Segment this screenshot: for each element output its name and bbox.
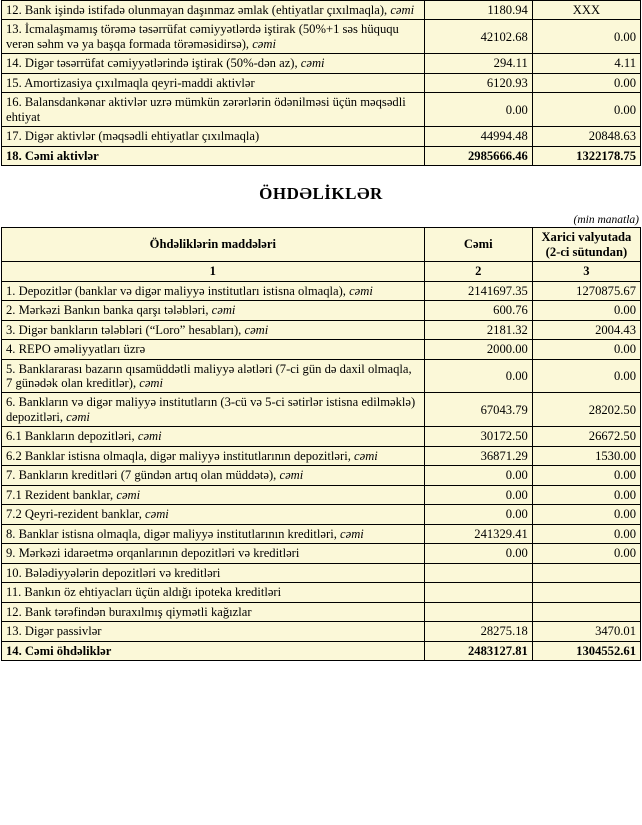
colnum-total: 2 xyxy=(424,262,532,281)
header-fx: Xarici valyutada (2-ci sütundan) xyxy=(532,228,640,262)
units-note: (min manatla) xyxy=(573,214,639,227)
row-total-value xyxy=(424,563,532,582)
row-total-value: 42102.68 xyxy=(424,20,532,54)
table-row xyxy=(2,281,641,300)
row-label: 7.2 Qeyri-rezident banklar, cəmi xyxy=(2,505,425,524)
row-total-value: 2985666.46 xyxy=(424,146,532,165)
table-row xyxy=(2,93,641,127)
row-fx-value: 2004.43 xyxy=(532,320,640,339)
row-total-value: 600.76 xyxy=(424,301,532,320)
table-row xyxy=(2,393,641,427)
table-row xyxy=(2,602,641,621)
assets-table xyxy=(1,0,641,166)
column-number-row xyxy=(2,262,641,281)
row-label: 16. Balansdankənar aktivlər uzrə mümkün zərərlərin ödənilməsi üçün məqsədli ehtiyat xyxy=(2,93,425,127)
row-fx-value: 0.00 xyxy=(532,485,640,504)
row-total-value: 0.00 xyxy=(424,544,532,563)
row-total-value: 294.11 xyxy=(424,54,532,73)
table-row xyxy=(2,641,641,660)
row-label: 5. Banklararası bazarın qısamüddətli maliyyə alətləri (7-ci gün də daxil olmaqla, 7 günədək olan kreditlər), cəmi xyxy=(2,359,425,393)
row-label: 6.2 Banklar istisna olmaqla, digər maliyyə institutlarının depozitləri, cəmi xyxy=(2,446,425,465)
table-row xyxy=(2,466,641,485)
liabilities-table-body xyxy=(2,281,641,660)
table-row xyxy=(2,359,641,393)
row-total-value: 0.00 xyxy=(424,93,532,127)
row-total-value: 44994.48 xyxy=(424,127,532,146)
row-label: 10. Bələdiyyələrin depozitləri və kreditləri xyxy=(2,563,425,582)
row-label: 6.1 Bankların depozitləri, cəmi xyxy=(2,427,425,446)
row-label: 1. Depozitlər (banklar və digər maliyyə institutları istisna olmaqla), cəmi xyxy=(2,281,425,300)
table-row xyxy=(2,340,641,359)
row-total-value: 6120.93 xyxy=(424,73,532,92)
row-total-value: 2000.00 xyxy=(424,340,532,359)
row-fx-value: 20848.63 xyxy=(532,127,640,146)
table-row xyxy=(2,622,641,641)
table-row xyxy=(2,320,641,339)
table-row xyxy=(2,505,641,524)
row-label: 7. Bankların kreditləri (7 gündən artıq olan müddətə), cəmi xyxy=(2,466,425,485)
row-fx-value: 3470.01 xyxy=(532,622,640,641)
row-fx-value: 0.00 xyxy=(532,73,640,92)
liabilities-table-head xyxy=(2,228,641,281)
row-total-value: 0.00 xyxy=(424,505,532,524)
row-total-value: 241329.41 xyxy=(424,524,532,543)
row-fx-value: 0.00 xyxy=(532,20,640,54)
table-row xyxy=(2,20,641,54)
table-row xyxy=(2,427,641,446)
row-label: 7.1 Rezident banklar, cəmi xyxy=(2,485,425,504)
row-fx-value xyxy=(532,583,640,602)
table-row xyxy=(2,563,641,582)
assets-table-body xyxy=(2,1,641,166)
row-fx-value: 0.00 xyxy=(532,466,640,485)
row-fx-value: 0.00 xyxy=(532,301,640,320)
row-label: 12. Bank işində istifadə olunmayan daşınmaz əmlak (ehtiyatlar çıxılmaqla), cəmi xyxy=(2,1,425,20)
colnum-fx: 3 xyxy=(532,262,640,281)
row-total-value: 2141697.35 xyxy=(424,281,532,300)
liabilities-table xyxy=(1,227,641,661)
table-row xyxy=(2,583,641,602)
row-total-value: 2483127.81 xyxy=(424,641,532,660)
row-label: 2. Mərkəzi Bankın banka qarşı tələbləri, cəmi xyxy=(2,301,425,320)
row-total-value: 67043.79 xyxy=(424,393,532,427)
section-title-liabilities: ÖHDƏLİKLƏR xyxy=(259,184,383,204)
row-total-value: 28275.18 xyxy=(424,622,532,641)
row-label: 4. REPO əməliyyatları üzrə xyxy=(2,340,425,359)
row-total-value: 0.00 xyxy=(424,359,532,393)
table-row xyxy=(2,127,641,146)
row-total-value: 30172.50 xyxy=(424,427,532,446)
row-fx-value: 1530.00 xyxy=(532,446,640,465)
row-fx-value: 4.11 xyxy=(532,54,640,73)
row-fx-value: 26672.50 xyxy=(532,427,640,446)
row-label: 15. Amortizasiya çıxılmaqla qeyri-maddi aktivlər xyxy=(2,73,425,92)
row-total-value: 1180.94 xyxy=(424,1,532,20)
row-total-value: 0.00 xyxy=(424,466,532,485)
row-label: 13. İcmalaşmamış törəmə təsərrüfat cəmiyyətlərdə iştirak (50%+1 səs hüququ verən səhm və ya başqa formada törəməsidirsə), cəmi xyxy=(2,20,425,54)
row-total-value xyxy=(424,602,532,621)
row-label: 14. Digər təsərrüfat cəmiyyətlərində iştirak (50%-dən az), cəmi xyxy=(2,54,425,73)
row-label: 11. Bankın öz ehtiyacları üçün aldığı ipoteka kreditləri xyxy=(2,583,425,602)
row-fx-value: XXX xyxy=(532,1,640,20)
table-row xyxy=(2,446,641,465)
row-label: 6. Bankların və digər maliyyə institutların (3-cü və 5-ci sətirlər istisna edilməklə) depozitləri, cəmi xyxy=(2,393,425,427)
table-row xyxy=(2,544,641,563)
row-fx-value: 0.00 xyxy=(532,93,640,127)
row-fx-value: 0.00 xyxy=(532,505,640,524)
row-label: 13. Digər passivlər xyxy=(2,622,425,641)
table-row xyxy=(2,1,641,20)
row-total-value xyxy=(424,583,532,602)
colnum-label: 1 xyxy=(2,262,425,281)
row-total-value: 0.00 xyxy=(424,485,532,504)
table-row xyxy=(2,301,641,320)
table-row xyxy=(2,485,641,504)
header-label: Öhdəliklərin maddələri xyxy=(2,228,425,262)
row-label: 9. Mərkəzi idarəetmə orqanlarının depozitləri və kreditləri xyxy=(2,544,425,563)
table-row xyxy=(2,524,641,543)
row-fx-value: 1322178.75 xyxy=(532,146,640,165)
row-fx-value xyxy=(532,602,640,621)
row-fx-value: 1270875.67 xyxy=(532,281,640,300)
header-row xyxy=(2,228,641,262)
row-fx-value: 0.00 xyxy=(532,524,640,543)
row-fx-value: 0.00 xyxy=(532,544,640,563)
row-total-value: 2181.32 xyxy=(424,320,532,339)
row-fx-value: 0.00 xyxy=(532,359,640,393)
row-label: 18. Cəmi aktivlər xyxy=(2,146,425,165)
row-label: 12. Bank tərəfindən buraxılmış qiymətli kağızlar xyxy=(2,602,425,621)
table-row xyxy=(2,73,641,92)
row-label: 3. Digər bankların tələbləri (“Loro” hesabları), cəmi xyxy=(2,320,425,339)
header-total: Cəmi xyxy=(424,228,532,262)
row-label: 14. Cəmi öhdəliklər xyxy=(2,641,425,660)
table-row xyxy=(2,146,641,165)
table-row xyxy=(2,54,641,73)
row-total-value: 36871.29 xyxy=(424,446,532,465)
row-fx-value xyxy=(532,563,640,582)
row-fx-value: 1304552.61 xyxy=(532,641,640,660)
row-fx-value: 28202.50 xyxy=(532,393,640,427)
row-label: 8. Banklar istisna olmaqla, digər maliyyə institutlarının kreditləri, cəmi xyxy=(2,524,425,543)
row-label: 17. Digər aktivlər (məqsədli ehtiyatlar çıxılmaqla) xyxy=(2,127,425,146)
row-fx-value: 0.00 xyxy=(532,340,640,359)
